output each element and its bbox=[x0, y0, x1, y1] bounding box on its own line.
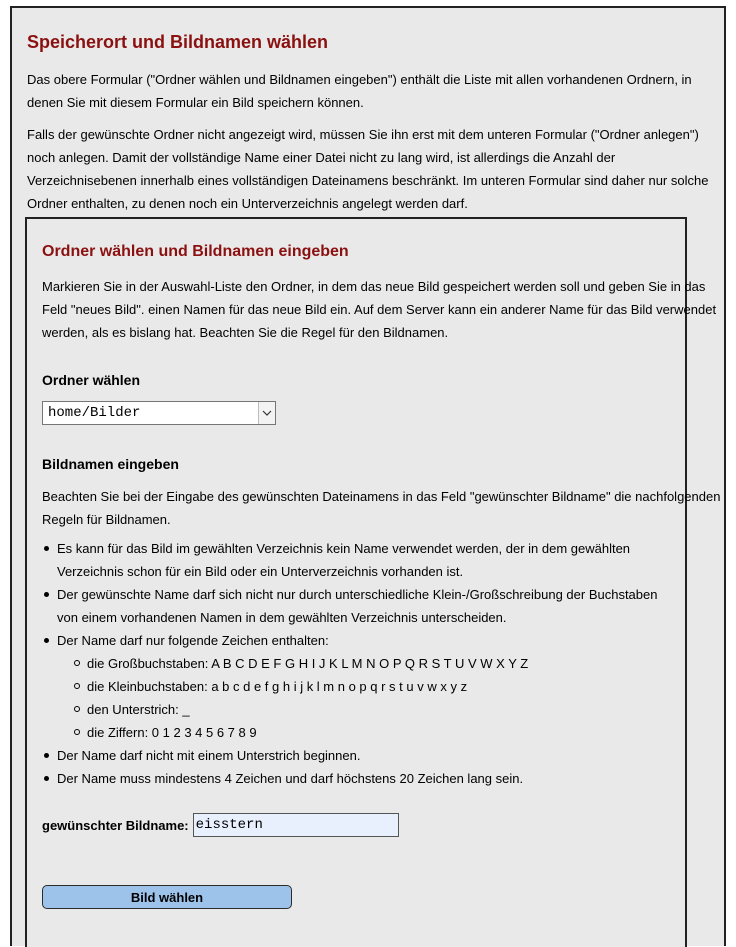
list-item bbox=[57, 629, 677, 744]
list-item: Es kann für das Bild im gewählten Verzeichnis kein Name verwendet werden, der in dem gewählten Verzeichnis schon für ein Bild oder ein Unterverzeichnis vorhanden ist. bbox=[57, 537, 677, 583]
folder-name-form bbox=[25, 217, 721, 947]
intro-paragraph-2: Falls der gewünschte Ordner nicht angezeigt wird, müssen Sie ihn erst mit dem unteren Formular ("Ordner anlegen") noch anlegen. Damit der vollständige Name einer Datei nicht zu lang wird, ist allerdings die Anzahl der Verzeichnisebenen innerhalb eines vollständigen Dateinamens beschränkt. Im unteren Formular sind daher nur solche Ordner enthalten, zu denen noch ein Unterverzeichnis angelegt werden darf. bbox=[27, 127, 709, 211]
choose-image-button[interactable]: Bild wählen bbox=[42, 885, 292, 909]
allowed-chars-list bbox=[57, 652, 677, 744]
page-title: Speicherort und Bildnamen wählen bbox=[27, 32, 329, 52]
folder-select-value: home/Bilder bbox=[48, 405, 141, 421]
chevron-down-icon[interactable] bbox=[258, 402, 275, 424]
list-item: den Unterstrich: _ bbox=[87, 698, 677, 721]
rules-intro: Beachten Sie bei der Eingabe des gewünschten Dateinamens in das Feld "gewünschter Bildname" die nachfolgenden Regeln für Bildnamen. bbox=[42, 489, 721, 527]
list-item: Der gewünschte Name darf sich nicht nur durch unterschiedliche Klein-/Großschreibung der Buchstaben von einem vorhandenen Namen in dem gewählten Verzeichnis unterscheiden. bbox=[57, 583, 677, 629]
form-intro: Markieren Sie in der Auswahl-Liste den Ordner, in dem das neue Bild gespeichert werden soll und geben Sie in das Feld "neues Bild". einen Namen für das neue Bild ein. Auf dem Server kann ein anderer Name für das Bild verwendet werden, als es bislang hat. Beachten Sie die Regel für den Bildnamen. bbox=[42, 279, 717, 340]
list-item: die Ziffern: 0 1 2 3 4 5 6 7 8 9 bbox=[87, 721, 677, 744]
list-item: die Kleinbuchstaben: a b c d e f g h i j k l m n o p q r s t u v w x y z bbox=[87, 675, 677, 698]
list-item: Der Name darf nicht mit einem Unterstrich beginnen. bbox=[57, 744, 677, 767]
name-row bbox=[42, 813, 685, 837]
list-item: Der Name muss mindestens 4 Zeichen und darf höchstens 20 Zeichen lang sein. bbox=[57, 767, 677, 790]
folder-heading: Ordner wählen bbox=[42, 372, 141, 388]
folder-select[interactable] bbox=[42, 401, 276, 425]
intro-paragraph-1: Das obere Formular ("Ordner wählen und Bildnamen eingeben") enthält die Liste mit allen vorhandenen Ordnern, in denen Sie mit diesem Formular ein Bild speichern können. bbox=[27, 72, 692, 110]
image-name-input[interactable] bbox=[193, 813, 399, 837]
name-heading: Bildnamen eingeben bbox=[42, 456, 179, 472]
name-label: gewünschter Bildname: bbox=[42, 817, 189, 833]
form-title: Ordner wählen und Bildnamen eingeben bbox=[42, 243, 349, 260]
list-item: die Großbuchstaben: A B C D E F G H I J K L M N O P Q R S T U V W X Y Z bbox=[87, 652, 677, 675]
rule-chars-label: Der Name darf nur folgende Zeichen enthalten: bbox=[57, 633, 329, 648]
rules-list bbox=[42, 537, 677, 790]
